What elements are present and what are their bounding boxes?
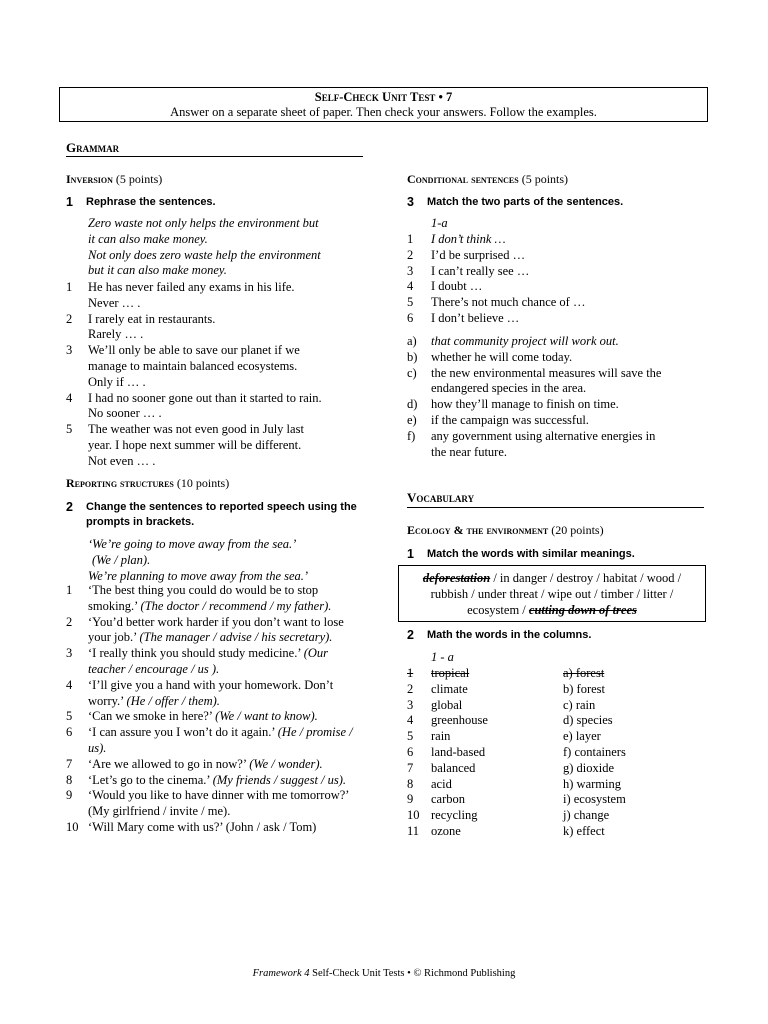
- table-row: 1 tropical a) forest: [407, 666, 605, 680]
- inversion-heading: Inversion (5 points): [66, 172, 163, 186]
- list-item: b) whether he will come today.: [407, 349, 573, 364]
- table-row: 11 ozone k) effect: [407, 823, 605, 838]
- page-footer: Framework 4 Self-Check Unit Tests • © Richmond Publishing: [252, 968, 516, 979]
- list-item: 2 I rarely eat in restaurants. Rarely … .: [66, 311, 216, 342]
- ecology-q2-instruction: 2 Math the words in the columns.: [407, 628, 592, 642]
- test-instructions: Answer on a separate sheet of paper. Then check your answers. Follow the examples.: [170, 105, 597, 119]
- list-item: 9 ‘Would you like to have dinner with me tomorrow?’ (My girlfriend / invite / me).: [66, 788, 349, 819]
- list-item: c) the new environmental measures will save the endangered species in the area.: [407, 365, 662, 396]
- conditional-first-parts: [407, 232, 707, 327]
- reporting-example: ‘We’re going to move away from the sea.’ (We / plan). We’re planning to move away from the sea.’: [88, 537, 309, 583]
- list-item: 2 ‘You’d better work harder if you don’t want to lose your job.’ (The manager / advise / his secretary).: [66, 614, 344, 645]
- inversion-example: Zero waste not only helps the environment but it can also make money. Not only does zero waste help the environment but it can also make money.: [88, 216, 321, 278]
- list-item: 2 I’d be surprised …: [407, 247, 526, 262]
- table-row: 8 acid h) warming: [407, 776, 621, 791]
- table-row: 3 global c) rain: [407, 697, 596, 712]
- table-row: 7 balanced g) dioxide: [407, 760, 615, 775]
- list-item: e) if the campaign was successful.: [407, 412, 589, 427]
- table-row: 6 land-based f) containers: [407, 744, 626, 759]
- list-item: 6 I don’t believe …: [407, 310, 520, 325]
- list-item: f) any government using alternative energies in the near future.: [407, 428, 656, 459]
- list-item: 1 He has never failed any exams in his life. Never … .: [66, 280, 295, 310]
- reporting-instruction: 2 Change the sentences to reported speech using the prompts in brackets.: [66, 500, 357, 528]
- ecology-heading: Ecology & the environment (20 points): [407, 523, 604, 537]
- list-item: 4 I had no sooner gone out than it started to rain. No sooner … .: [66, 390, 322, 421]
- list-item: 5 There’s not much chance of …: [407, 295, 586, 310]
- list-item: 4 ‘I’ll give you a hand with your homework. Don’t worry.’ (He / offer / them).: [66, 677, 334, 708]
- columns-table: [407, 666, 707, 840]
- list-item: d) how they’ll manage to finish on time.: [407, 397, 619, 412]
- grammar-rule: [66, 156, 363, 157]
- title-box: [59, 87, 708, 122]
- conditional-instruction: 3 Match the two parts of the sentences.: [407, 195, 624, 209]
- list-item: 3 We’ll only be able to save our planet if we manage to maintain balanced ecosystems. Only if … .: [66, 343, 300, 389]
- table-row: 10 recycling j) change: [407, 808, 610, 823]
- list-item: 4 I doubt …: [407, 279, 483, 294]
- inversion-instruction: 1 Rephrase the sentences.: [66, 195, 216, 209]
- inversion-items: [66, 280, 366, 470]
- list-item: a) that community project will work out.: [407, 334, 619, 348]
- conditional-example: 1-a: [431, 216, 448, 230]
- list-item: 1 I don’t think …: [407, 232, 506, 246]
- word-box: deforestation / in danger / destroy / habitat / wood / rubbish / under threat / wipe out / timber / litter / ecosystem / cutting down of trees: [398, 565, 706, 622]
- list-item: 5 The weather was not even good in July last year. I hope next summer will be different. Not even … .: [66, 422, 304, 468]
- list-item: 8 ‘Let’s go to the cinema.’ (My friends / suggest / us).: [66, 772, 347, 787]
- reporting-items: [66, 583, 364, 836]
- ecology-q1-instruction: 1 Match the words with similar meanings.: [407, 547, 635, 561]
- list-item: 5 ‘Can we smoke in here?’ (We / want to know).: [66, 709, 318, 724]
- grammar-heading: Grammar: [66, 140, 120, 155]
- ecology-q2-example: 1 - a: [431, 650, 454, 664]
- list-item: 3 ‘I really think you should study medicine.’ (Our teacher / encourage / us ).: [66, 646, 329, 676]
- list-item: 7 ‘Are we allowed to go in now?’ (We / wonder).: [66, 756, 323, 771]
- conditional-heading: Conditional sentences (5 points): [407, 172, 569, 186]
- table-row: 5 rain e) layer: [407, 729, 601, 744]
- list-item: 6 ‘I can assure you I won’t do it again.’ (He / promise / us).: [66, 725, 353, 755]
- list-item: 10 ‘Will Mary come with us?’ (John / ask / Tom): [66, 819, 317, 834]
- reporting-heading: Reporting structures (10 points): [66, 476, 230, 490]
- table-row: 4 greenhouse d) species: [407, 713, 613, 728]
- list-item: 1 ‘The best thing you could do would be to stop smoking.’ (The doctor / recommend / my father).: [66, 583, 332, 613]
- table-row: 9 carbon i) ecosystem: [407, 792, 626, 807]
- table-row: 2 climate b) forest: [407, 681, 605, 696]
- vocabulary-rule: [407, 507, 704, 508]
- conditional-second-parts: [407, 334, 707, 460]
- test-title: Self-Check Unit Test • 7: [314, 90, 453, 104]
- vocabulary-heading: Vocabulary: [407, 490, 475, 505]
- list-item: 3 I can’t really see …: [407, 263, 530, 278]
